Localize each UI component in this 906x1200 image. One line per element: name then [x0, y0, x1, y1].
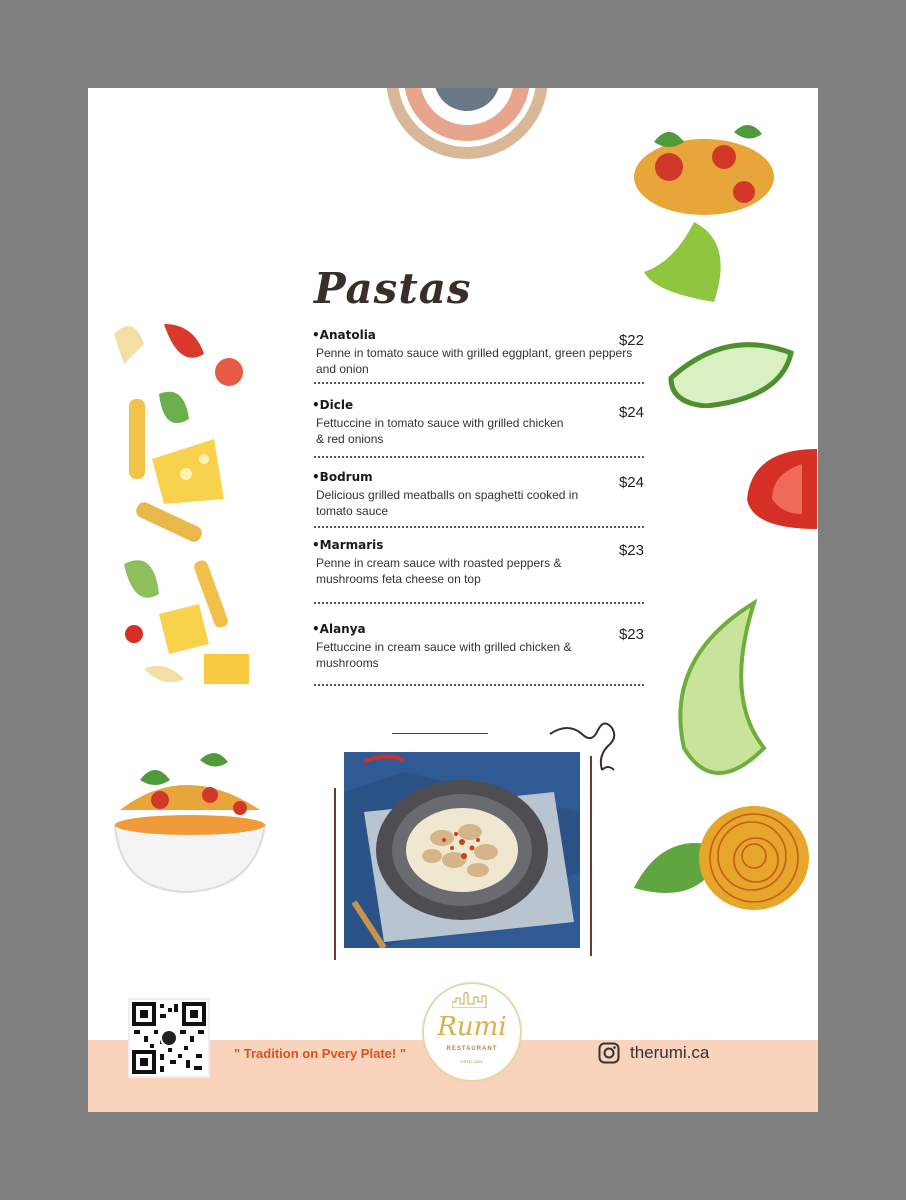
divider: [314, 456, 644, 458]
menu-item-description: Delicious grilled meatballs on spaghetti cooked in tomato sauce: [316, 488, 579, 518]
logo-subtitle: RESTAURANT: [446, 1046, 498, 1052]
frame-line-left: [334, 788, 336, 960]
instagram-icon: [598, 1042, 620, 1064]
menu-item-description: Penne in cream sauce with roasted peppers & mushrooms feta cheese on top: [316, 556, 562, 586]
menu-item-alanya: [312, 622, 644, 671]
instagram-handle: therumi.ca: [630, 1043, 710, 1062]
restaurant-logo: [422, 982, 522, 1082]
pasta-salad-illustration: [624, 122, 784, 312]
divider: [314, 602, 644, 604]
menu-item-price: $24: [618, 404, 644, 421]
menu-item-name: • Anatolia: [312, 328, 644, 342]
manti-dish-image: [344, 752, 580, 948]
tagline: " Tradition on Pvery Plate! ": [234, 1046, 406, 1061]
cucumber-slice-illustration: [666, 338, 796, 408]
spaghetti-illustration: [624, 598, 814, 918]
menu-item-price: $23: [618, 542, 644, 559]
qr-code-icon[interactable]: [128, 998, 210, 1078]
menu-item-name: • Alanya: [312, 622, 644, 636]
logo-name: Rumi: [437, 1012, 507, 1042]
menu-item-name: • Bodrum: [312, 470, 644, 484]
menu-item-description: Penne in tomato sauce with grilled eggplant, green peppers and onion: [316, 346, 633, 376]
menu-item-description: Fettuccine in cream sauce with grilled chicken & mushrooms: [316, 640, 572, 670]
decorative-line: [392, 733, 488, 734]
menu-item-price: $23: [618, 626, 644, 643]
divider: [314, 526, 644, 528]
divider: [314, 684, 644, 686]
menu-item-description: Fettuccine in tomato sauce with grilled chicken & red onions: [316, 416, 564, 446]
tomato-illustration: [742, 444, 818, 534]
frame-line-right: [590, 756, 592, 956]
menu-item-dicle: [312, 398, 644, 447]
menu-page: [88, 88, 818, 1112]
logo-established: ESTD. 2022: [461, 1059, 483, 1064]
arch-decoration: [384, 88, 550, 162]
menu-item-marmaris: [312, 538, 644, 587]
menu-item-name: • Dicle: [312, 398, 644, 412]
menu-item-price: $24: [618, 474, 644, 491]
dish-photo: [344, 752, 580, 948]
falling-pasta-illustration: [104, 314, 254, 694]
menu-title: Pastas: [314, 264, 472, 313]
menu-item-name: • Marmaris: [312, 538, 644, 552]
menu-item-price: $22: [618, 332, 644, 349]
divider: [314, 382, 644, 384]
pasta-bowl-illustration: [90, 720, 280, 900]
skyline-icon: [452, 992, 492, 1008]
instagram-link[interactable]: [598, 1042, 709, 1064]
menu-item-anatolia: [312, 328, 644, 377]
menu-item-bodrum: [312, 470, 644, 519]
